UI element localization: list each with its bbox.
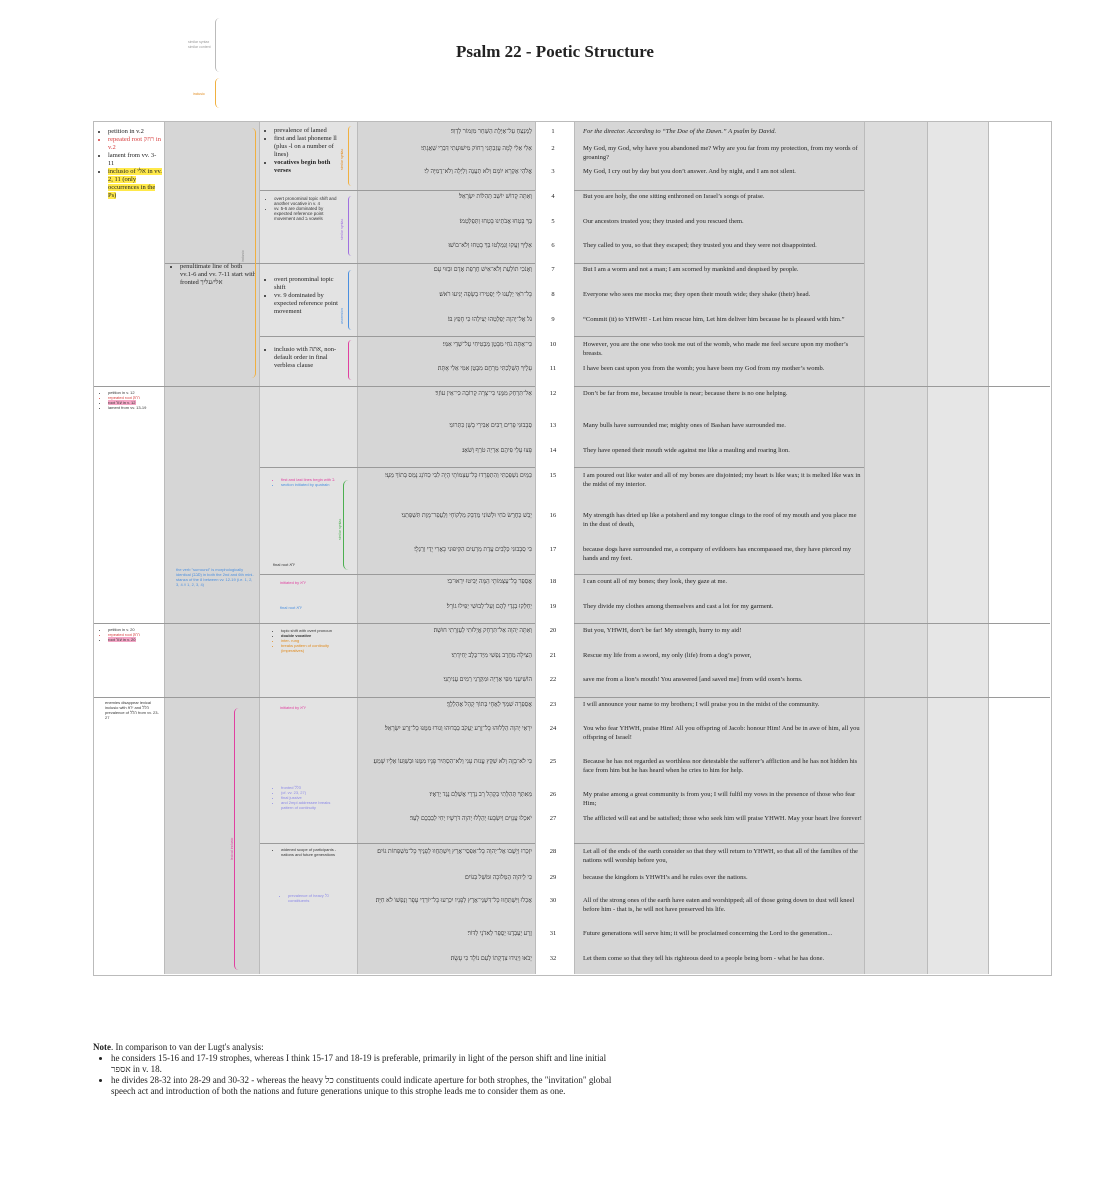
stanza-divider bbox=[574, 336, 864, 337]
verse-number: 32 bbox=[549, 955, 557, 962]
stanza-divider bbox=[260, 190, 535, 191]
brace-v1-3 bbox=[348, 126, 355, 186]
note-bullet: • he considers 15-16 and 17-19 strophes, whereas I think 15-17 and 18-19 is preferable, primarily in light of the person shift and line initial אספר in v. 18. bbox=[111, 1053, 613, 1075]
brace-v4-6 bbox=[348, 196, 355, 256]
note-item: • lament from vv. 3-11 bbox=[108, 152, 162, 168]
verse-english: They called to you, so that they escaped; they trusted you and they were not disappointed. bbox=[583, 242, 817, 249]
col3-v23: initiated by ירא bbox=[280, 705, 306, 710]
verse-hebrew: מֵאִתְּךָ תְּהִלָּתִי בְּקָהָל רָב נְדָרַי אֲשַׁלֵּם נֶגֶד יְרֵאָיו׃ bbox=[429, 791, 532, 798]
verse-english: My strength has dried up like a potsherd and my tongue clings to the roof of my mouth and you place me in the dust of death, bbox=[583, 512, 857, 528]
note-item: • petition in v. 20 bbox=[108, 627, 162, 632]
verse-number: 16 bbox=[549, 512, 557, 519]
verse-number: 13 bbox=[549, 422, 557, 429]
col-divider bbox=[988, 121, 989, 974]
note-item: • lament from vv. 13-19 bbox=[108, 405, 162, 410]
verse-english: Many bulls have surrounded me; mighty ones of Bashan have surrounded me. bbox=[583, 422, 786, 429]
verse-hebrew: אַל־תִּרְחַק מִמֶּנִּי כִּי־צָרָה קְרוֹבָה כִּי־אֵין עוֹזֵר׃ bbox=[435, 390, 532, 397]
col3-v15: • first and last lines begin with ב • section initiated by quatrain bbox=[273, 477, 343, 487]
verse-number: 20 bbox=[549, 627, 557, 634]
verse-hebrew: בְּךָ בָּטְחוּ אֲבֹתֵינוּ בָּטְחוּ וַתְּפַלְּטֵמוֹ׃ bbox=[459, 218, 532, 225]
verse-hebrew: כִּי לֹא־בָזָה וְלֹא שִׁקַּץ עֱנוּת עָנִי וְלֹא־הִסְתִּיר פָּנָיו מִמֶּנּוּ וּבְשַׁוְּעוֹ אֵלָיו שָׁמֵעַ׃ bbox=[373, 758, 532, 765]
col2-note-a: • penultimate line of both vv.1-6 and vv. 7-11 start with fronted אלי/עליך bbox=[172, 263, 256, 287]
col3-v10: • inclusio with אתה, non-default order in final verbless clause bbox=[266, 346, 346, 370]
verse-english: They divide my clothes among themselves and cast a lot for my garment. bbox=[583, 603, 774, 610]
col-divider bbox=[574, 121, 575, 974]
stanza-divider bbox=[260, 336, 535, 337]
verse-hebrew: עָלֶיךָ הָשְׁלַכְתִּי מֵרָחֶם מִבֶּטֶן אִמִּי אֵלִי אָתָּה׃ bbox=[437, 365, 532, 372]
verse-english: You who fear YHWH, praise Him! All you offspring of Jacob: honour Him! And be in awe of him, all you offspring of Israel! bbox=[583, 725, 860, 741]
verse-number: 14 bbox=[549, 447, 557, 454]
stanza-divider bbox=[574, 843, 864, 844]
rot-label: similar syntax bbox=[340, 148, 344, 170]
verse-hebrew: כִּי סְבָבוּנִי כְּלָבִים עֲדַת מְרֵעִים הִקִּיפוּנִי כָּאֲרִי יָדַי וְרַגְלָי׃ bbox=[414, 546, 532, 553]
verse-english: I will announce your name to my brothers; I will praise you in the midst of the community. bbox=[583, 701, 820, 708]
stanza-divider bbox=[574, 623, 1050, 624]
verse-english: Rescue my life from a sword, my only (life) from a dog’s power, bbox=[583, 652, 752, 659]
verse-english: I can count all of my bones; they look, they gaze at me. bbox=[583, 578, 728, 585]
inclusio-brace bbox=[247, 128, 256, 378]
stanza-divider bbox=[260, 574, 535, 575]
verse-english: My God, my God, why have you abandoned me? Why are you far from my protection, from my words of groaning? bbox=[583, 145, 858, 161]
col3-v30: • prevalence of heavy כל constituents bbox=[280, 893, 340, 903]
lexical-inclusio-brace bbox=[234, 708, 243, 970]
stanza-divider bbox=[574, 263, 864, 264]
note-item: • petition in v. 12 bbox=[108, 390, 162, 395]
col3-v20: • topic shift with overt pronoun • double vocative • inter- rung • breaks pattern of continuity (imperatives) bbox=[273, 628, 343, 653]
stanza-divider bbox=[94, 697, 535, 698]
verse-english: Everyone who sees me mocks me; they open their mouth wide; they shake (their) head. bbox=[583, 291, 811, 298]
verse-hebrew: אֱלֹהַי אֶקְרָא יוֹמָם וְלֹא תַעֲנֶה וְלַיְלָה וְלֹא־דֻמִיָּה לִי׃ bbox=[424, 168, 532, 175]
left-note-s2 bbox=[100, 390, 162, 410]
left-note-s4: enemies disappear lexical inclusio with ירא and הלל prevalence of הלל from vv. 23-27 bbox=[105, 700, 159, 720]
verse-english: “Commit (it) to YHWH! - Let him rescue him, Let him deliver him because he is pleased with him.” bbox=[583, 316, 845, 323]
verse-english: because the kingdom is YHWH’s and he rules over the nations. bbox=[583, 874, 748, 881]
verse-english: But you, YHWH, don’t be far! My strength, hurry to my aid! bbox=[583, 627, 742, 634]
verse-hebrew: כִּי לַיהוָה הַמְּלוּכָה וּמֹשֵׁל בַּגּוֹיִם׃ bbox=[465, 874, 532, 881]
verse-number: 12 bbox=[549, 390, 557, 397]
rot-label: ascension bbox=[340, 308, 344, 324]
verse-english: But I am a worm and not a man; I am scorned by mankind and despised by people. bbox=[583, 266, 799, 273]
verse-english: because dogs have surrounded me, a company of evildoers has encompassed me, they have pierced my hands and my feet. bbox=[583, 546, 852, 562]
verse-number: 25 bbox=[549, 758, 557, 765]
legend-similar-content: similar content bbox=[188, 45, 211, 49]
verse-number: 31 bbox=[549, 930, 557, 937]
col3-v18: initiated by ירא bbox=[280, 580, 306, 585]
col3-v1: • prevalence of lamed • first and last phoneme ll (plus -l on a number of lines) • vocatives begin both verses bbox=[266, 127, 346, 175]
verse-hebrew: יִזְכְּרוּ וְיָשֻׁבוּ אֶל־יְהוָה כָּל־אַפְסֵי־אָרֶץ וְיִשְׁתַּחֲווּ לְפָנֶיךָ כָּל־מִשְׁפְּחוֹת גּוֹיִם׃ bbox=[377, 848, 532, 855]
brace-v7-9 bbox=[348, 270, 355, 330]
col7-bg bbox=[928, 122, 988, 974]
verse-number: 24 bbox=[549, 725, 557, 732]
verse-hebrew: אָכְלוּ וַיִּשְׁתַּחֲווּ כָּל־דִּשְׁנֵי־אֶרֶץ לְפָנָיו יִכְרְעוּ כָּל־יוֹרְדֵי עָפָר וְנַפְשׁוֹ לֹא חִיָּה׃ bbox=[375, 897, 532, 904]
col-divider bbox=[864, 121, 865, 974]
legend-brace-inclusio bbox=[215, 78, 224, 108]
verse-hebrew: אֲסַפְּרָה שִׁמְךָ לְאֶחָי בְּתוֹךְ קָהָל אֲהַלְלֶךָּ׃ bbox=[446, 701, 532, 708]
verse-number: 11 bbox=[549, 365, 557, 372]
verse-hebrew: יִרְאֵי יְהוָה הַלְלוּהוּ כָּל־זֶרַע יַעֲקֹב כַּבְּדוּהוּ וְגוּרוּ מִמֶּנּוּ כָּל־זֶרַע יִשְׂרָאֵל׃ bbox=[385, 725, 532, 732]
note-item: • root עזר in v. 12 bbox=[108, 400, 162, 405]
verse-english: Don’t be far from me, because trouble is near; because there is no one helping. bbox=[583, 390, 788, 397]
note-item: • repeated root רחק in v.2 bbox=[108, 136, 162, 152]
footnote bbox=[93, 1042, 613, 1097]
page-title: Psalm 22 - Poetic Structure bbox=[456, 42, 654, 61]
stanza-divider bbox=[574, 697, 1050, 698]
verse-hebrew: כִּי־אַתָּה גֹחִי מִבָּטֶן מַבְטִיחִי עַל־שְׁדֵי אִמִּי׃ bbox=[442, 341, 532, 348]
stanza-divider bbox=[260, 843, 535, 844]
note-item: • repeated root רחק bbox=[108, 395, 162, 400]
verse-hebrew: הַצִּילָה מֵחֶרֶב נַפְשִׁי מִיַּד־כֶּלֶב יְחִידָתִי׃ bbox=[451, 652, 532, 659]
left-note-s1 bbox=[100, 128, 162, 200]
verse-hebrew: פָּצוּ עָלַי פִּיהֶם אַרְיֵה טֹרֵף וְשֹׁאֵג׃ bbox=[462, 447, 532, 454]
verse-number: 2 bbox=[551, 145, 555, 152]
note-item: • repeated root רחק bbox=[108, 632, 162, 637]
verse-hebrew: יָבֹאוּ וְיַגִּידוּ צִדְקָתוֹ לְעַם נוֹלָד כִּי עָשָׂה׃ bbox=[450, 955, 532, 962]
note-bullet: • he divides 28-32 into 28-29 and 30-32 - whereas the heavy כל constituents could indicate aperture for both strophes, the "invitation" global speech act and introduction of both the nations and future generations unique to this strophe leads me to consider them as one. bbox=[111, 1075, 613, 1097]
verse-english: All of the strong ones of the earth have eaten and worshipped; all of those going down to dust will kneel before him - that is, he will not have preserved his life. bbox=[583, 897, 855, 913]
verse-hebrew: הוֹשִׁיעֵנִי מִפִּי אַרְיֵה וּמִקַּרְנֵי רֵמִים עֲנִיתָנִי׃ bbox=[443, 676, 532, 683]
col-divider bbox=[535, 121, 536, 974]
verse-number: 5 bbox=[551, 218, 555, 225]
col3-v28: • widened scope of participants - nations and future generations bbox=[273, 847, 343, 857]
stanza-divider bbox=[574, 574, 864, 575]
col3-v17: final root ירא bbox=[273, 562, 296, 567]
stanza-divider bbox=[94, 386, 535, 387]
col3-v26: • fronted הלל • (cf. vv. 23, 27) • final jussive • and 2mpl addressee breaks pattern of continuity bbox=[273, 785, 343, 810]
verse-english: I have been cast upon you from the womb; you have been my God from my mother’s womb. bbox=[583, 365, 825, 372]
legend-similar-syntax: similar syntax bbox=[188, 40, 210, 44]
verse-number: 27 bbox=[549, 815, 557, 822]
col-divider bbox=[927, 121, 928, 974]
verse-hebrew: יָבֵשׁ כַּחֶרֶשׂ כֹּחִי וּלְשׁוֹנִי מֻדְבָּק מַלְקוֹחָי וְלַעֲפַר־מָוֶת תִּשְׁפְּתֵנִי׃ bbox=[401, 512, 532, 519]
verse-number: 1 bbox=[551, 128, 555, 135]
verse-english: The afflicted will eat and be satisfied; those who seek him will praise YHWH. May your heart live forever! bbox=[583, 815, 862, 822]
verse-english: My praise among a great community is from you; I will fulfil my vows in the presence of those who fear Him; bbox=[583, 791, 856, 807]
verse-number: 29 bbox=[549, 874, 557, 881]
col-divider bbox=[164, 121, 165, 974]
rot-label: similar syntax bbox=[340, 218, 344, 240]
verse-hebrew: כָּל־רֹאַי יַלְעִגוּ לִי יַפְטִירוּ בְשָׂפָה יָנִיעוּ רֹאשׁ׃ bbox=[439, 291, 532, 298]
col3-v7: • overt pronominal topic shift • vv. 9 dominated by expected reference point movement bbox=[266, 276, 346, 316]
brace-v10-11 bbox=[348, 340, 355, 380]
verse-hebrew: וְאַתָּה יְהוָה אַל־תִּרְחָק אֱיָלוּתִי לְעֶזְרָתִי חוּשָׁה׃ bbox=[433, 627, 532, 634]
col-divider bbox=[357, 121, 358, 974]
verse-hebrew: וְאַתָּה קָדוֹשׁ יוֹשֵׁב תְּהִלּוֹת יִשְׂרָאֵל׃ bbox=[459, 193, 532, 200]
verse-hebrew: אֲסַפֵּר כָּל־עַצְמוֹתָי הֵמָּה יַבִּיטוּ יִרְאוּ־בִי׃ bbox=[447, 578, 532, 585]
rot-label: lexical inclusio bbox=[230, 837, 234, 860]
note-intro: Note. In comparison to van der Lugt's analysis: bbox=[93, 1042, 264, 1052]
verse-hebrew: סְבָבוּנִי פָּרִים רַבִּים אַבִּירֵי בָשָׁן כִּתְּרוּנִי׃ bbox=[449, 422, 532, 429]
verse-number: 30 bbox=[549, 897, 557, 904]
verse-number: 6 bbox=[551, 242, 555, 249]
stanza-divider bbox=[574, 467, 864, 468]
verse-number: 10 bbox=[549, 341, 557, 348]
left-note-s3 bbox=[100, 627, 162, 642]
legend-brace-similar bbox=[215, 18, 224, 72]
verse-number: 26 bbox=[549, 791, 557, 798]
verse-number: 21 bbox=[549, 652, 557, 659]
verse-hebrew: אֵלֶיךָ זָעֲקוּ וְנִמְלָטוּ בְּךָ בָטְחוּ וְלֹא־בוֹשׁוּ׃ bbox=[448, 242, 532, 249]
stanza-divider bbox=[260, 467, 535, 468]
verse-hebrew: גֹּל אֶל־יְהוָה יְפַלְּטֵהוּ יַצִּילֵהוּ כִּי חָפֵץ בּוֹ׃ bbox=[447, 316, 532, 323]
verse-number: 23 bbox=[549, 701, 557, 708]
verse-english: Because he has not regarded as worthless nor detestable the sufferer’s affliction and he has not hidden his face from him but he has heard when he cries to him for help. bbox=[583, 758, 858, 774]
verse-number: 15 bbox=[549, 472, 557, 479]
note-item: • root עזר in v. 20 bbox=[108, 637, 162, 642]
verse-number: 17 bbox=[549, 546, 557, 553]
rot-label: similar syntax bbox=[338, 518, 342, 540]
stanza-divider bbox=[574, 386, 1050, 387]
verse-number: 9 bbox=[551, 316, 555, 323]
verse-english: For the director. According to “The Doe of the Dawn.” A psalm by David. bbox=[583, 128, 777, 135]
verse-number: 18 bbox=[549, 578, 557, 585]
col3-v4: • overt pronominal topic shift and another vocative in v. 4 • vv. 5-6 are dominated by expected reference point movement and ב vowels bbox=[266, 196, 341, 221]
verse-english: Our ancestors trusted you; they trusted and you rescued them. bbox=[583, 218, 744, 225]
verse-english: save me from a lion’s mouth! You answered [and saved me] from wild oxen’s horns. bbox=[583, 676, 803, 683]
stanza-divider bbox=[94, 623, 535, 624]
verse-hebrew: אֵלִי אֵלִי לָמָה עֲזַבְתָּנִי רָחוֹק מִישׁוּעָתִי דִּבְרֵי שַׁאֲגָתִי׃ bbox=[421, 145, 532, 152]
verse-number: 22 bbox=[549, 676, 557, 683]
verse-hebrew: יְחַלְּקוּ בְגָדַי לָהֶם וְעַל־לְבוּשִׁי יַפִּילוּ גוֹרָל׃ bbox=[446, 603, 532, 610]
brace-v15-17 bbox=[343, 480, 354, 570]
col-divider bbox=[259, 121, 260, 974]
verse-english: But you are holy, the one sitting enthroned on Israel’s songs of praise. bbox=[583, 193, 765, 200]
col2-note-b: the verb "surround" is morphologically identical (סבב) in both the 2nd and 6th mini-stanza of the 8 between vv. 12-19 (i.e. 1, 2, 3, 4 // 1, 2, 3, 4) bbox=[176, 567, 254, 587]
verse-english: Let all of the ends of the earth consider so that they will return to YHWH, so that all of the families of the nations will worship before you, bbox=[583, 848, 858, 864]
verse-hebrew: לַמְנַצֵּחַ עַל־אַיֶּלֶת הַשַּׁחַר מִזְמוֹר לְדָוִד׃ bbox=[450, 128, 532, 135]
verse-number: 3 bbox=[551, 168, 555, 175]
note-item: • inclusio of אלי in vv. 2, 11 (only occurrences in the Ps) bbox=[108, 168, 162, 200]
verse-english: Future generations will serve him; it will be proclaimed concerning the Lord to the generation... bbox=[583, 930, 833, 937]
note-item: • petition in v.2 bbox=[108, 128, 162, 136]
verse-number: 4 bbox=[551, 193, 555, 200]
verse-english: I am poured out like water and all of my bones are disjointed; my heart is like wax; it is melted like wax in the midst of my interior. bbox=[583, 472, 861, 488]
verse-number: 7 bbox=[551, 266, 555, 273]
verse-english: Let them come so that they tell his righteous deed to a people being born - what he has done. bbox=[583, 955, 825, 962]
verse-hebrew: זֶרַע יַעַבְדֶנּוּ יְסֻפַּר לַאדֹנָי לַדּוֹר׃ bbox=[467, 930, 532, 937]
stanza-divider bbox=[574, 190, 864, 191]
verse-number: 19 bbox=[549, 603, 557, 610]
legend-inclusio: inclusio bbox=[193, 92, 205, 96]
verse-hebrew: יֹאכְלוּ עֲנָוִים וְיִשְׂבָּעוּ יְהַלְלוּ יְהוָה דֹּרְשָׁיו יְחִי לְבַבְכֶם לָעַד׃ bbox=[410, 815, 532, 822]
verse-english: They have opened their mouth wide against me like a mauling and roaring lion. bbox=[583, 447, 790, 454]
verse-english: My God, I cry out by day but you don’t answer. And by night, and I am not silent. bbox=[583, 168, 796, 175]
col6-bg bbox=[865, 122, 927, 974]
verse-english: However, you are the one who took me out of the womb, who made me feel secure upon my mother’s breasts. bbox=[583, 341, 849, 357]
verse-number: 28 bbox=[549, 848, 557, 855]
inclusio-label: inclusio bbox=[241, 250, 245, 262]
verse-hebrew: כַּמַּיִם נִשְׁפַּכְתִּי וְהִתְפָּרְדוּ כָּל־עַצְמוֹתָי הָיָה לִבִּי כַּדּוֹנָג נָמֵס בְּתוֹךְ מֵעָי׃ bbox=[385, 472, 532, 479]
verse-number: 8 bbox=[551, 291, 555, 298]
verse-hebrew: וְאָנֹכִי תוֹלַעַת וְלֹא־אִישׁ חֶרְפַּת אָדָם וּבְזוּי עָם׃ bbox=[433, 266, 532, 273]
col3-v19: final root ירא bbox=[280, 605, 303, 610]
